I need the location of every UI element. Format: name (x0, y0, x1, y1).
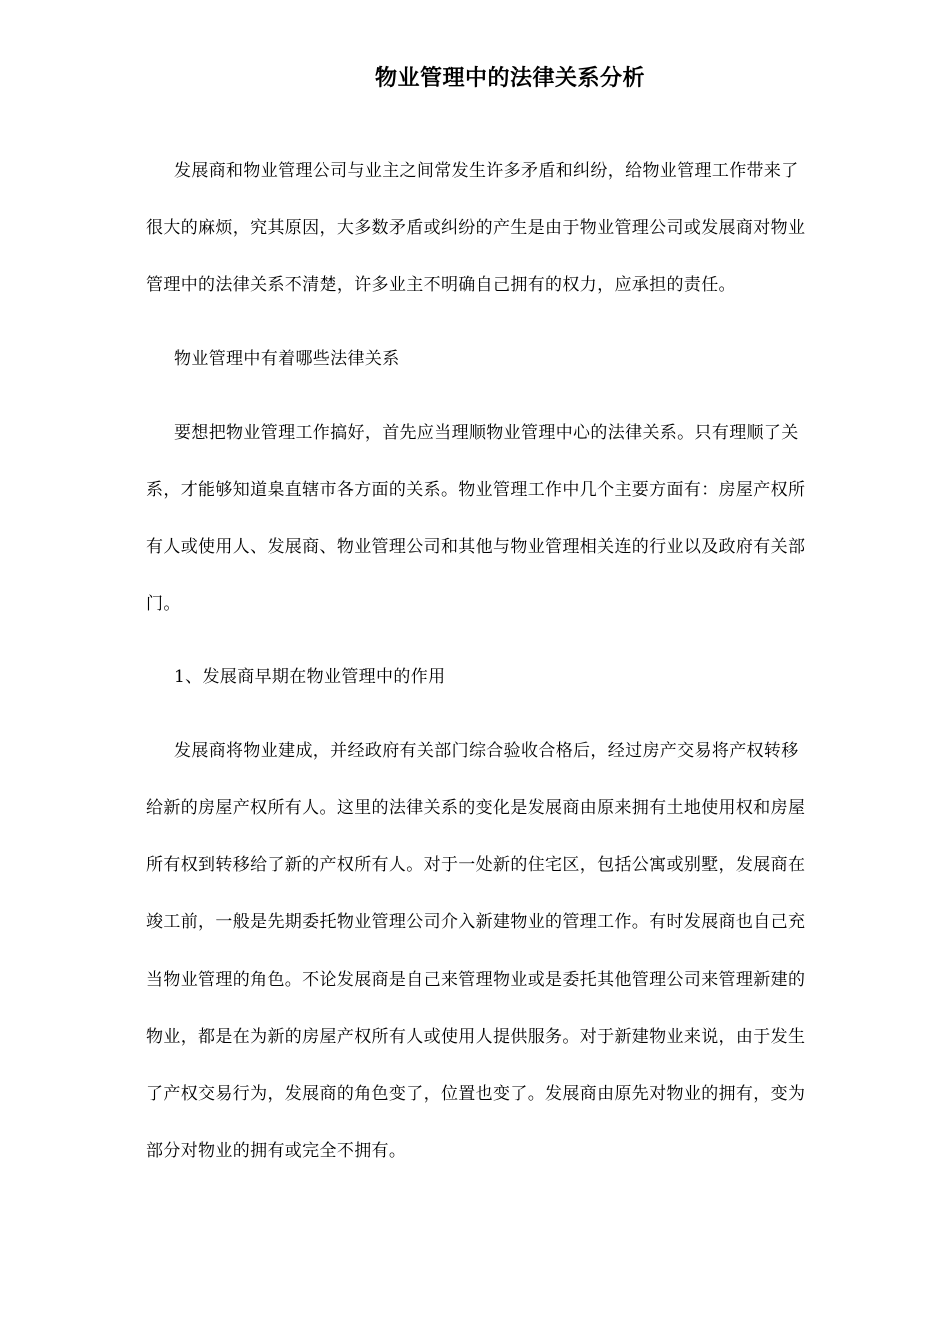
section-heading-legal-relations: 物业管理中有着哪些法律关系 (174, 349, 400, 369)
paragraph-3-line-5: 当物业管理的角色。不论发展商是自己来管理物业或是委托其他管理公司来管理新建的 (146, 970, 806, 990)
paragraph-1-line-2: 很大的麻烦，究其原因，大多数矛盾或纠纷的产生是由于物业管理公司或发展商对物业 (146, 218, 806, 238)
paragraph-3-line-1: 发展商将物业建成，并经政府有关部门综合验收合格后，经过房产交易将产权转移 (174, 741, 799, 761)
paragraph-2-line-1: 要想把物业管理工作搞好，首先应当理顺物业管理中心的法律关系。只有理顺了关 (174, 423, 799, 443)
paragraph-3-line-2: 给新的房屋产权所有人。这里的法律关系的变化是发展商由原来拥有土地使用权和房屋 (146, 798, 806, 818)
paragraph-1-line-1: 发展商和物业管理公司与业主之间常发生许多矛盾和纠纷，给物业管理工作带来了 (174, 161, 799, 181)
paragraph-3-line-8: 部分对物业的拥有或完全不拥有。 (146, 1141, 407, 1161)
section-heading-developer-role: 1、发展商早期在物业管理中的作用 (174, 667, 446, 687)
paragraph-3-line-4: 竣工前，一般是先期委托物业管理公司介入新建物业的管理工作。有时发展商也自己充 (146, 912, 806, 932)
document-title: 物业管理中的法律关系分析 (374, 65, 645, 91)
paragraph-1-line-3: 管理中的法律关系不清楚，许多业主不明确自己拥有的权力，应承担的责任。 (146, 275, 736, 295)
paragraph-2-line-2: 系，才能够知道臬直辖市各方面的关系。物业管理工作中几个主要方面有：房屋产权所 (146, 480, 806, 500)
paragraph-3-line-6: 物业，都是在为新的房屋产权所有人或使用人提供服务。对于新建物业来说，由于发生 (146, 1027, 806, 1047)
paragraph-2-line-4: 门。 (146, 594, 181, 614)
paragraph-2-line-3: 有人或使用人、发展商、物业管理公司和其他与物业管理相关连的行业以及政府有关部 (146, 537, 806, 557)
paragraph-3-line-7: 了产权交易行为，发展商的角色变了，位置也变了。发展商由原先对物业的拥有，变为 (146, 1084, 806, 1104)
paragraph-3-line-3: 所有权到转移给了新的产权所有人。对于一处新的住宅区，包括公寓或别墅，发展商在 (146, 855, 806, 875)
